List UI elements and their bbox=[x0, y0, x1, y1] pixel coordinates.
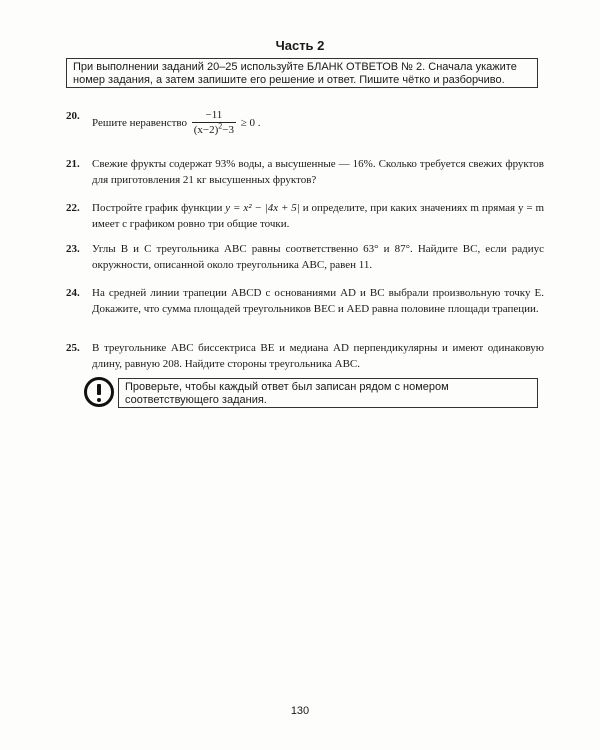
task-text: В треугольнике ABC биссектриса BE и медиана AD перпендикулярны и имеют одинаковую длину, равную 208. Найдите стороны треугольника ABC. bbox=[92, 342, 544, 370]
task-number: 22. bbox=[66, 202, 80, 214]
page-title: Часть 2 bbox=[275, 38, 325, 53]
note-box: Проверьте, чтобы каждый ответ был записан рядом с номером соответствующего задания. bbox=[118, 378, 538, 408]
task-20 bbox=[66, 108, 544, 138]
task-number: 23. bbox=[66, 243, 80, 255]
task-number: 21. bbox=[66, 158, 80, 170]
denominator-base: (x−2) bbox=[193, 124, 219, 137]
task-text: Углы B и C треугольника ABC равны соответственно 63° и 87°. Найдите BC, если радиус окружности, описанной около треугольника ABC, равен 11. bbox=[92, 243, 544, 271]
task-25 bbox=[66, 340, 544, 372]
function-formula: y = x² − |4x + 5| bbox=[225, 202, 300, 214]
task-number: 25. bbox=[66, 342, 80, 354]
instruction-box: При выполнении заданий 20–25 используйте БЛАНК ОТВЕТОВ № 2. Сначала укажите номер задания, а затем запишите его решение и ответ. Пишите чётко и разборчиво. bbox=[66, 58, 538, 88]
inequality-sign: ≥ 0 . bbox=[240, 117, 261, 129]
fraction-numerator: −11 bbox=[192, 109, 236, 123]
denominator-tail: −3 bbox=[222, 124, 235, 137]
page-number: 130 bbox=[290, 705, 310, 717]
denominator-exponent: 2 bbox=[218, 121, 223, 131]
task-number: 20. bbox=[66, 110, 80, 122]
task-22 bbox=[66, 200, 544, 232]
exclamation-circle-icon bbox=[84, 377, 114, 407]
fraction-denominator bbox=[192, 123, 236, 137]
task-text: Постройте график функции bbox=[92, 202, 223, 214]
task-23 bbox=[66, 241, 544, 273]
task-text: Решите неравенство bbox=[92, 117, 188, 129]
task-21 bbox=[66, 156, 544, 188]
inequality-fraction bbox=[192, 109, 236, 137]
task-text: Свежие фрукты содержат 93% воды, а высушенные — 16%. Сколько требуется свежих фруктов для приготовления 21 кг высушенных фруктов? bbox=[92, 158, 544, 186]
task-24 bbox=[66, 285, 544, 317]
task-text: На средней линии трапеции ABCD с основаниями AD и BC выбрали произвольную точку E. Докажите, что сумма площадей треугольников BEC и AED равна половине площади трапеции. bbox=[92, 287, 544, 315]
task-text-continued: и определите, при каких значениях m прямая y = m имеет с графиком ровно три общие точки. bbox=[92, 202, 545, 230]
task-number: 24. bbox=[66, 287, 80, 299]
